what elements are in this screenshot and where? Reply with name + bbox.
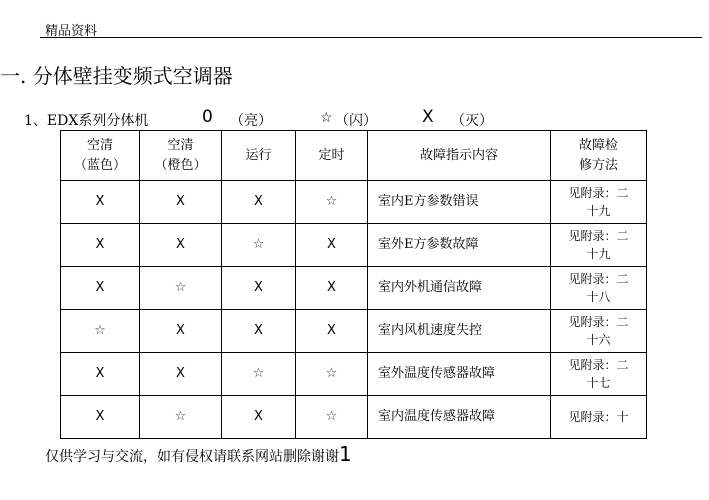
table-row (61, 181, 647, 224)
header-label: 精品资料 (45, 24, 98, 39)
indicator-cell: ☆ (140, 267, 222, 310)
page-number: 1 (339, 442, 352, 466)
repair-reference: 见附录：二 十八 (551, 267, 647, 310)
series-label: 1、EDX系列分体机 (24, 113, 149, 129)
indicator-cell: X (140, 353, 222, 396)
indicator-cell: X (296, 267, 368, 310)
indicator-cell: ☆ (296, 353, 368, 396)
indicator-cell: X (61, 181, 140, 224)
indicator-cell: X (61, 353, 140, 396)
section-title: 一. 分体壁挂变频式空调器 (0, 64, 233, 88)
legend-flash-symbol: ☆ (320, 110, 333, 126)
fault-description: 室内温度传感器故障 (368, 396, 551, 439)
repair-reference: 见附录：二 十六 (551, 310, 647, 353)
fault-description: 室内风机速度失控 (368, 310, 551, 353)
indicator-cell: X (222, 310, 296, 353)
fault-code-table (60, 130, 647, 439)
indicator-cell: ☆ (296, 396, 368, 439)
fault-description: 室内外机通信故障 (368, 267, 551, 310)
table-row (61, 267, 647, 310)
footer (45, 442, 352, 466)
table-row (61, 353, 647, 396)
col-header-timer: 定时 (296, 131, 368, 181)
indicator-cell: X (61, 224, 140, 267)
table-header-row (61, 131, 647, 181)
col-header-run: 运行 (222, 131, 296, 181)
table-row (61, 224, 647, 267)
indicator-cell: X (140, 181, 222, 224)
table-row (61, 310, 647, 353)
legend-on-symbol: 0 (202, 107, 213, 127)
indicator-cell: X (140, 224, 222, 267)
indicator-cell: X (222, 396, 296, 439)
col-header-fault-content: 故障指示内容 (368, 131, 551, 181)
indicator-cell: X (296, 224, 368, 267)
col-header-repair-method: 故障检 修方法 (551, 131, 647, 181)
repair-reference: 见附录：二 十七 (551, 353, 647, 396)
table-row (61, 396, 647, 439)
indicator-cell: X (61, 396, 140, 439)
indicator-cell: ☆ (140, 396, 222, 439)
indicator-cell: ☆ (296, 181, 368, 224)
repair-reference: 见附录：二 十九 (551, 224, 647, 267)
indicator-cell: X (61, 267, 140, 310)
legend-off-symbol: X (422, 107, 434, 127)
indicator-cell: X (296, 310, 368, 353)
fault-description: 室外温度传感器故障 (368, 353, 551, 396)
legend-off-meaning: （灭） (451, 113, 493, 129)
fault-description: 室外E方参数故障 (368, 224, 551, 267)
fault-description: 室内E方参数错误 (368, 181, 551, 224)
footer-text: 仅供学习与交流，如有侵权请联系网站删除谢谢 (45, 449, 339, 465)
legend-on-meaning: （亮） (230, 113, 272, 129)
col-header-clean-orange: 空清 （橙色） (140, 131, 222, 181)
indicator-cell: X (222, 181, 296, 224)
indicator-cell: ☆ (61, 310, 140, 353)
indicator-cell: X (140, 310, 222, 353)
repair-reference: 见附录：二 十九 (551, 181, 647, 224)
col-header-clean-blue: 空清 （蓝色） (61, 131, 140, 181)
indicator-cell: ☆ (222, 353, 296, 396)
header-rule (40, 37, 702, 38)
repair-reference: 见附录：十 (551, 396, 647, 439)
indicator-cell: ☆ (222, 224, 296, 267)
legend-flash-meaning: （闪） (335, 113, 377, 129)
indicator-cell: X (222, 267, 296, 310)
